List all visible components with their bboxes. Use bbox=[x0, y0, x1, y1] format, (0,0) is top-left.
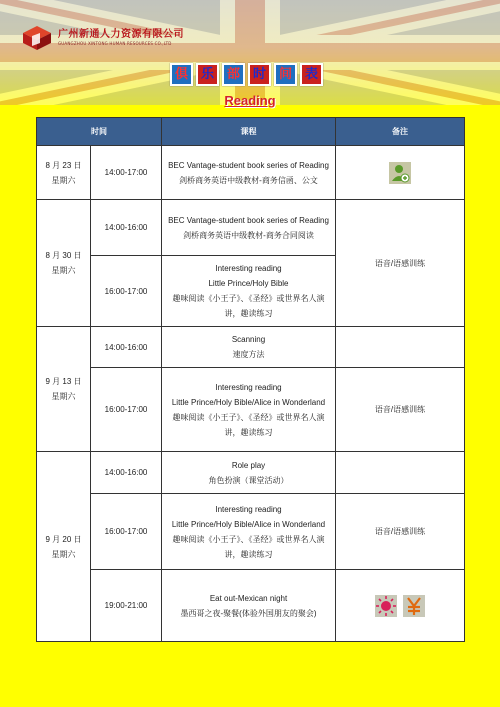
date-cell bbox=[37, 200, 91, 327]
company-logo bbox=[22, 25, 184, 51]
course-cell bbox=[162, 200, 336, 256]
table-row bbox=[37, 146, 465, 200]
table-row bbox=[37, 200, 465, 256]
date-label: 8 月 23 日 bbox=[45, 160, 82, 170]
course-line: Scanning bbox=[231, 335, 266, 344]
note-cell bbox=[336, 452, 465, 494]
title-char: 时 bbox=[248, 63, 271, 86]
course-cell bbox=[162, 452, 336, 494]
course-cell bbox=[162, 368, 336, 452]
date-label: 9 月 13 日 bbox=[45, 377, 82, 386]
sun-icon bbox=[375, 595, 397, 617]
user-add-icon bbox=[389, 162, 411, 184]
course-line: Little Prince/Holy Bible/Alice in Wonderland bbox=[171, 519, 326, 529]
company-name-cn: 广州新通人力资源有限公司 bbox=[58, 29, 184, 40]
table-header-row bbox=[37, 118, 465, 146]
time-cell: 14:00-16:00 bbox=[91, 200, 162, 256]
course-line: 角色扮演（课堂活动） bbox=[208, 475, 289, 485]
course-line: 剑桥商务英语中级教材-商务合同阅读 bbox=[183, 230, 314, 240]
course-line: Little Prince/Holy Bible bbox=[208, 279, 289, 288]
course-line: Little Prince/Holy Bible/Alice in Wonderland bbox=[171, 397, 326, 407]
schedule-table bbox=[36, 117, 465, 642]
union-flag-background bbox=[0, 0, 500, 105]
time-cell: 19:00-21:00 bbox=[91, 570, 162, 642]
header-time: 时间 bbox=[37, 118, 162, 146]
time-cell: 16:00-17:00 bbox=[91, 368, 162, 452]
time-cell: 14:00-16:00 bbox=[91, 327, 162, 368]
note-cell: 语音/语感训练 bbox=[336, 200, 465, 327]
course-cell bbox=[162, 494, 336, 570]
time-cell: 16:00-17:00 bbox=[91, 256, 162, 327]
title-char: 间 bbox=[274, 63, 297, 86]
header-course: 课程 bbox=[162, 118, 336, 146]
course-line: 趣味阅读《小王子》、《圣经》或世界名人演讲，趣读练习 bbox=[172, 412, 325, 437]
page-subtitle: Reading bbox=[224, 93, 276, 108]
table-row bbox=[37, 327, 465, 368]
course-line: Interesting reading bbox=[215, 264, 282, 273]
course-line: Eat out-Mexican night bbox=[209, 593, 288, 603]
course-line: 墨西哥之夜-聚餐(体验外国朋友的聚会) bbox=[180, 608, 317, 618]
course-line: Interesting reading bbox=[215, 382, 282, 392]
table-row bbox=[37, 494, 465, 570]
time-cell: 14:00-16:00 bbox=[91, 452, 162, 494]
page-title bbox=[170, 63, 323, 86]
table-row bbox=[37, 570, 465, 642]
weekday-label: 星期六 bbox=[51, 392, 76, 401]
course-cell bbox=[162, 327, 336, 368]
yen-icon bbox=[403, 595, 425, 617]
course-line: BEC Vantage-student book series of Reading bbox=[168, 215, 329, 225]
date-cell bbox=[37, 452, 91, 642]
date-cell bbox=[37, 327, 91, 452]
date-label: 9 月 20 日 bbox=[45, 534, 82, 544]
course-line: 趣味阅读《小王子》、《圣经》或世界名人演讲，趣读练习 bbox=[172, 534, 325, 559]
weekday-label: 星期六 bbox=[51, 175, 76, 185]
weekday-label: 星期六 bbox=[51, 266, 76, 275]
title-char: 乐 bbox=[196, 63, 219, 86]
time-cell: 16:00-17:00 bbox=[91, 494, 162, 570]
title-char: 表 bbox=[300, 63, 323, 86]
course-line: BEC Vantage-student book series of Reading bbox=[168, 160, 329, 170]
note-cell bbox=[336, 146, 465, 200]
note-cell bbox=[336, 570, 465, 642]
course-cell bbox=[162, 570, 336, 642]
time-cell: 14:00-17:00 bbox=[91, 146, 162, 200]
table-row bbox=[37, 368, 465, 452]
header-notes: 备注 bbox=[336, 118, 465, 146]
course-cell bbox=[162, 146, 336, 200]
course-line: Interesting reading bbox=[215, 504, 282, 514]
course-line: 速度方法 bbox=[232, 350, 265, 359]
company-name-en: GUANGZHOU XINTONG HUMAN RESOURCES CO.,LTD bbox=[58, 41, 172, 46]
table-row bbox=[37, 452, 465, 494]
course-line: 剑桥商务英语中级教材-商务信函、公文 bbox=[179, 175, 318, 185]
course-line: Role play bbox=[231, 460, 266, 470]
date-cell bbox=[37, 146, 91, 200]
weekday-label: 星期六 bbox=[51, 549, 76, 559]
course-cell bbox=[162, 256, 336, 327]
logo-cube-icon bbox=[22, 25, 52, 51]
note-cell: 语音/语感训练 bbox=[336, 368, 465, 452]
course-line: 趣味阅读《小王子》、《圣经》或世界名人演讲，趣读练习 bbox=[172, 294, 325, 318]
note-cell bbox=[336, 327, 465, 368]
title-char: 部 bbox=[222, 63, 245, 86]
header-banner bbox=[0, 0, 500, 105]
title-char: 俱 bbox=[170, 63, 193, 86]
date-label: 8 月 30 日 bbox=[45, 251, 82, 260]
note-cell: 语音/语感训练 bbox=[336, 494, 465, 570]
